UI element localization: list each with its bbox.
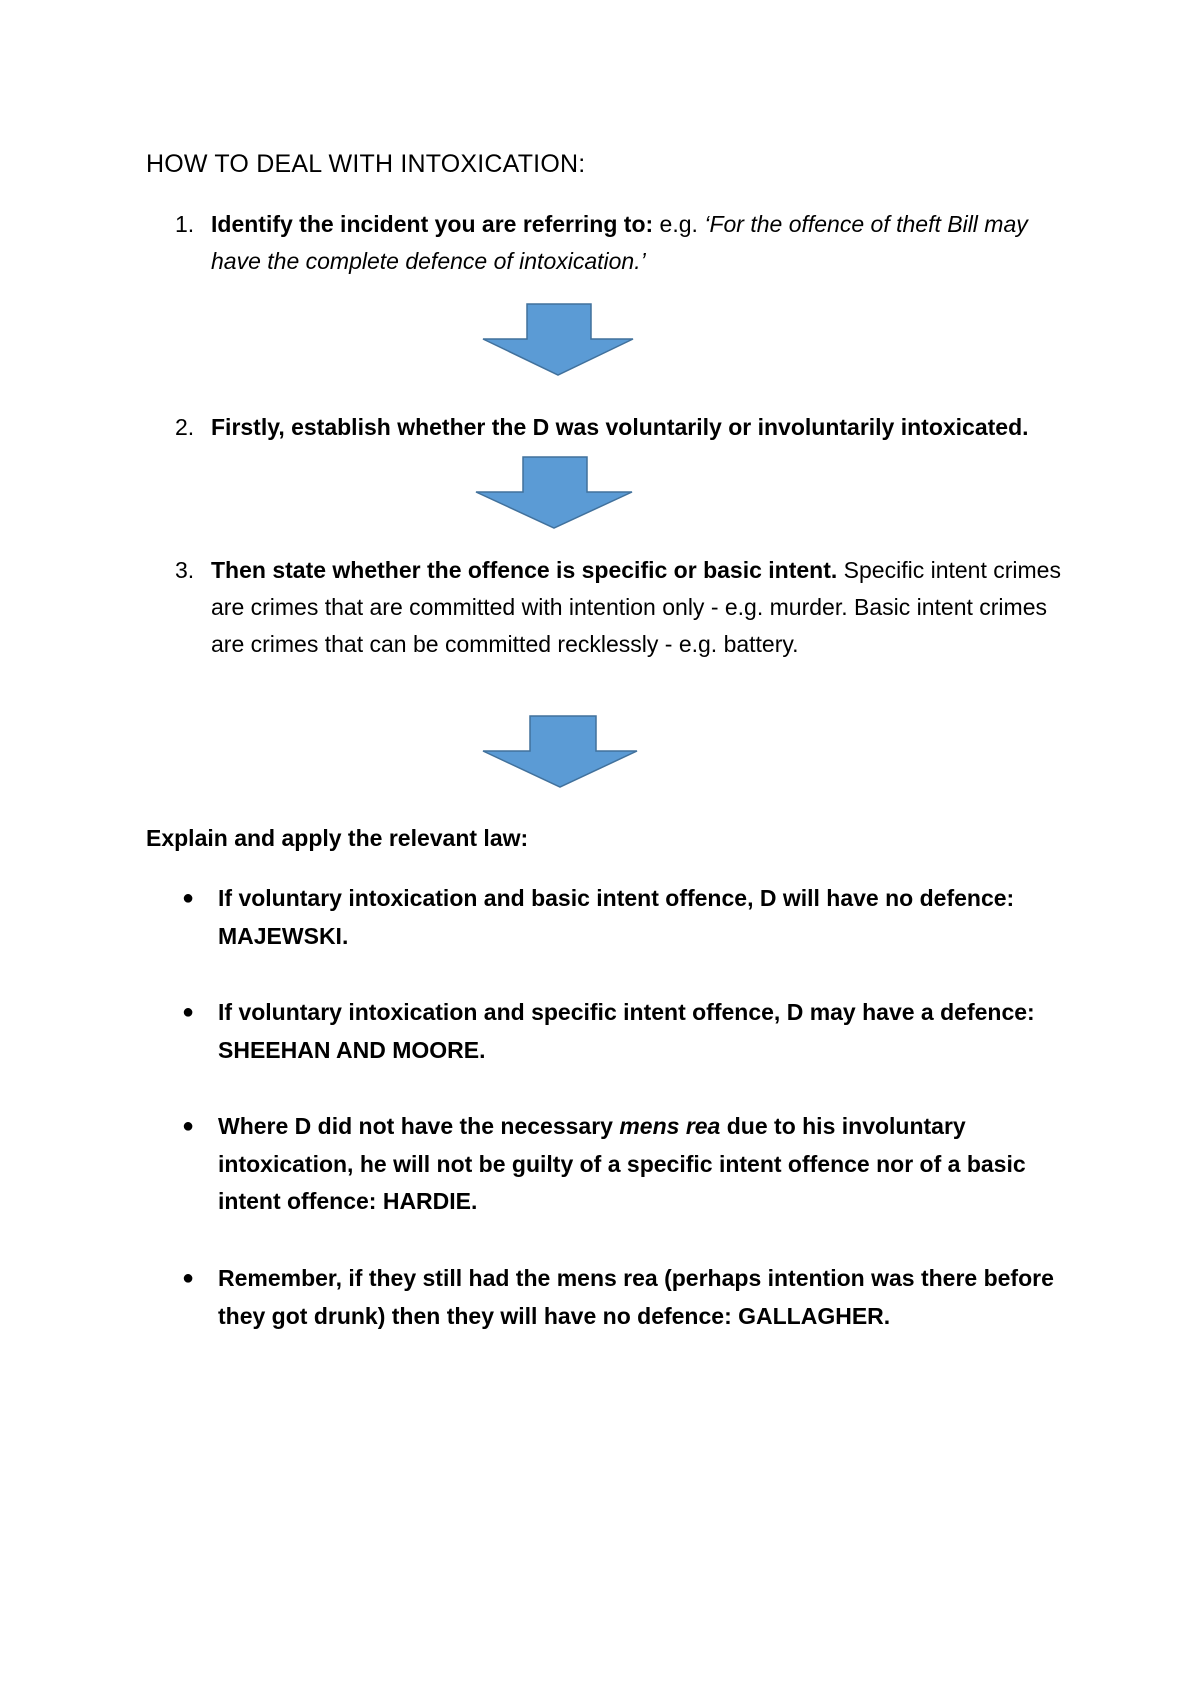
down-arrow-icon — [473, 455, 635, 531]
bullet-icon: ● — [182, 1267, 195, 1289]
bullet-icon: ● — [182, 1115, 195, 1137]
step-1-normal: e.g. — [653, 211, 705, 237]
step-2-text — [211, 409, 1075, 446]
bullet-text: Remember, if they still had the mens rea (perhaps intention was there before they got drunk) then they will have no defence: GALLAGHER. — [218, 1265, 1054, 1329]
list-item — [182, 880, 1062, 955]
mens-rea-term: mens rea — [619, 1113, 721, 1139]
bullet-text: If voluntary intoxication and specific intent offence, D may have a defence: SHEEHAN AND MOORE. — [218, 999, 1035, 1063]
bullet-icon: ● — [182, 1001, 195, 1023]
page-title: HOW TO DEAL WITH INTOXICATION: — [146, 150, 586, 178]
step-2 — [175, 409, 1075, 446]
step-3-bold: Then state whether the offence is specific or basic intent. — [211, 557, 838, 583]
list-item — [182, 1108, 1062, 1221]
list-item — [182, 994, 1062, 1069]
step-3 — [175, 552, 1075, 663]
list-item — [182, 1260, 1062, 1335]
step-number: 1. — [175, 211, 195, 237]
step-3-text — [211, 552, 1075, 663]
step-1-text — [211, 206, 1075, 280]
step-1-example: ‘For the offence of theft Bill may have the complete defence of intoxication.’ — [211, 211, 1028, 274]
step-number: 3. — [175, 557, 195, 583]
bullet-text-after: due to his involuntary intoxication, he will not be guilty of a specific intent offence nor of a basic intent offence: HARDIE. — [218, 1113, 1026, 1214]
section-heading: Explain and apply the relevant law: — [146, 825, 529, 851]
down-arrow-icon — [480, 302, 636, 378]
step-1 — [175, 206, 1075, 280]
bullet-text — [218, 1108, 1062, 1221]
down-arrow-icon — [480, 714, 640, 790]
step-number: 2. — [175, 414, 195, 440]
step-1-bold: Identify the incident you are referring to: — [211, 211, 654, 237]
step-3-normal: Specific intent crimes are crimes that are committed with intention only - e.g. murder. Basic intent crimes are crimes that can be committed recklessly - e.g. battery. — [211, 557, 1061, 657]
bullet-text: If voluntary intoxication and basic intent offence, D will have no defence: MAJEWSKI. — [218, 885, 1015, 949]
bullet-text-before: Where D did not have the necessary — [218, 1113, 620, 1139]
bullet-icon: ● — [182, 887, 195, 909]
step-2-bold: Firstly, establish whether the D was voluntarily or involuntarily intoxicated. — [211, 414, 1029, 440]
